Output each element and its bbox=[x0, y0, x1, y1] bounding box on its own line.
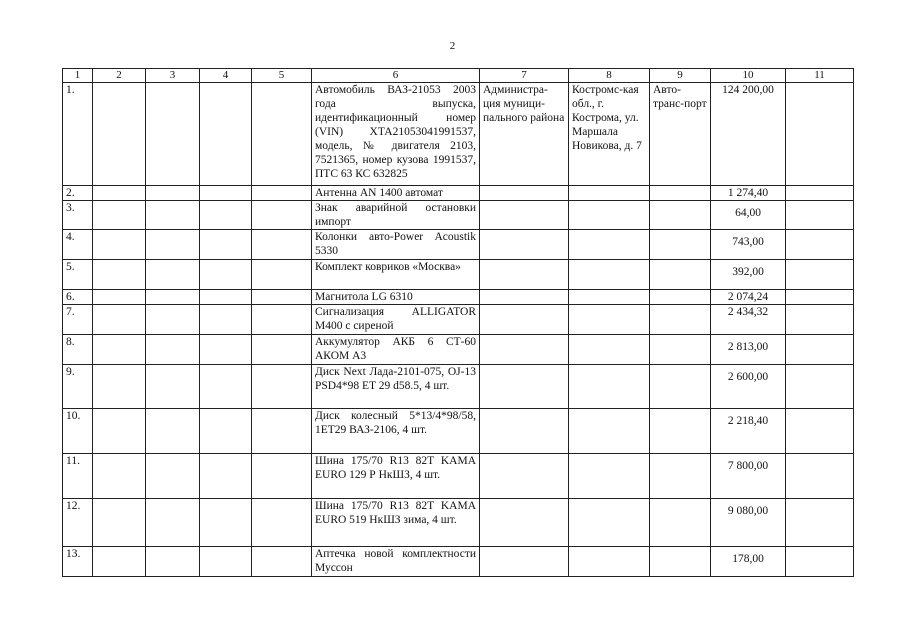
value-cell: 124 200,00 bbox=[711, 83, 786, 186]
table-row bbox=[63, 335, 854, 365]
value-cell: 2 600,00 bbox=[711, 365, 786, 409]
owner-cell: Администра-ция муници-пального района bbox=[480, 83, 569, 186]
value-cell: 64,00 bbox=[711, 201, 786, 230]
item-description: Диск колесный 5*13/4*98/58, 1ET29 ВАЗ-2106, 4 шт. bbox=[312, 409, 480, 454]
column-header: 11 bbox=[786, 69, 854, 83]
column-header: 2 bbox=[93, 69, 146, 83]
column-header: 9 bbox=[650, 69, 711, 83]
column-header: 3 bbox=[146, 69, 200, 83]
header-row bbox=[63, 69, 854, 83]
table-row bbox=[63, 409, 854, 454]
item-description: Магнитола LG 6310 bbox=[312, 290, 480, 305]
row-number: 2. bbox=[63, 186, 93, 201]
item-description: Антенна AN 1400 автомат bbox=[312, 186, 480, 201]
item-description: Автомобиль ВАЗ-21053 2003 года выпуска, идентификационный номер (VIN) ХТА21053041991537, модель, № двигателя 2103, 7521365, номер кузова 1991537, ПТС 63 КС 632825 bbox=[312, 83, 480, 186]
column-header: 6 bbox=[312, 69, 480, 83]
item-description: Аккумулятор АКБ 6 СТ-60 АКОМ А3 bbox=[312, 335, 480, 365]
row-number: 3. bbox=[63, 201, 93, 230]
row-number: 6. bbox=[63, 290, 93, 305]
column-header: 8 bbox=[569, 69, 650, 83]
table-row bbox=[63, 290, 854, 305]
page-number: 2 bbox=[449, 40, 456, 52]
column-header: 5 bbox=[252, 69, 312, 83]
item-description: Шина 175/70 R13 82T KAMA EURO 129 Р НкШЗ, 4 шт. bbox=[312, 454, 480, 499]
value-cell: 178,00 bbox=[711, 547, 786, 577]
row-number: 13. bbox=[63, 547, 93, 577]
table-row bbox=[63, 186, 854, 201]
row-number: 1. bbox=[63, 83, 93, 186]
table-row bbox=[63, 260, 854, 290]
table-row bbox=[63, 230, 854, 260]
item-description: Шина 175/70 R13 82T KAMA EURO 519 НкШЗ зима, 4 шт. bbox=[312, 499, 480, 547]
row-number: 10. bbox=[63, 409, 93, 454]
item-description: Знак аварийной остановки импорт bbox=[312, 201, 480, 230]
row-number: 11. bbox=[63, 454, 93, 499]
value-cell: 2 218,40 bbox=[711, 409, 786, 454]
table-row bbox=[63, 547, 854, 577]
value-cell: 1 274,40 bbox=[711, 186, 786, 201]
table-row bbox=[63, 454, 854, 499]
table-row bbox=[63, 365, 854, 409]
value-cell: 2 074,24 bbox=[711, 290, 786, 305]
table-row bbox=[63, 83, 854, 186]
category-cell: Авто-транс-порт bbox=[650, 83, 711, 186]
value-cell: 7 800,00 bbox=[711, 454, 786, 499]
column-header: 10 bbox=[711, 69, 786, 83]
row-number: 8. bbox=[63, 335, 93, 365]
address-cell: Костромс-кая обл., г. Кострома, ул. Маршала Новикова, д. 7 bbox=[569, 83, 650, 186]
table-row bbox=[63, 305, 854, 335]
table-row bbox=[63, 499, 854, 547]
row-number: 5. bbox=[63, 260, 93, 290]
value-cell: 392,00 bbox=[711, 260, 786, 290]
item-description: Аптечка новой комплектности Муссон bbox=[312, 547, 480, 577]
item-description: Комплект ковриков «Москва» bbox=[312, 260, 480, 290]
property-table bbox=[62, 68, 854, 577]
row-number: 4. bbox=[63, 230, 93, 260]
value-cell: 2 434,32 bbox=[711, 305, 786, 335]
value-cell: 9 080,00 bbox=[711, 499, 786, 547]
column-header: 1 bbox=[63, 69, 93, 83]
row-number: 7. bbox=[63, 305, 93, 335]
row-number: 12. bbox=[63, 499, 93, 547]
item-description: Сигнализация ALLIGATOR M400 с сиреной bbox=[312, 305, 480, 335]
value-cell: 2 813,00 bbox=[711, 335, 786, 365]
item-description: Диск Next Лада-2101-075, OJ-13 PSD4*98 ET 29 d58.5, 4 шт. bbox=[312, 365, 480, 409]
column-header: 7 bbox=[480, 69, 569, 83]
row-number: 9. bbox=[63, 365, 93, 409]
value-cell: 743,00 bbox=[711, 230, 786, 260]
item-description: Колонки авто-Power Acoustik 5330 bbox=[312, 230, 480, 260]
column-header: 4 bbox=[200, 69, 252, 83]
table-row bbox=[63, 201, 854, 230]
